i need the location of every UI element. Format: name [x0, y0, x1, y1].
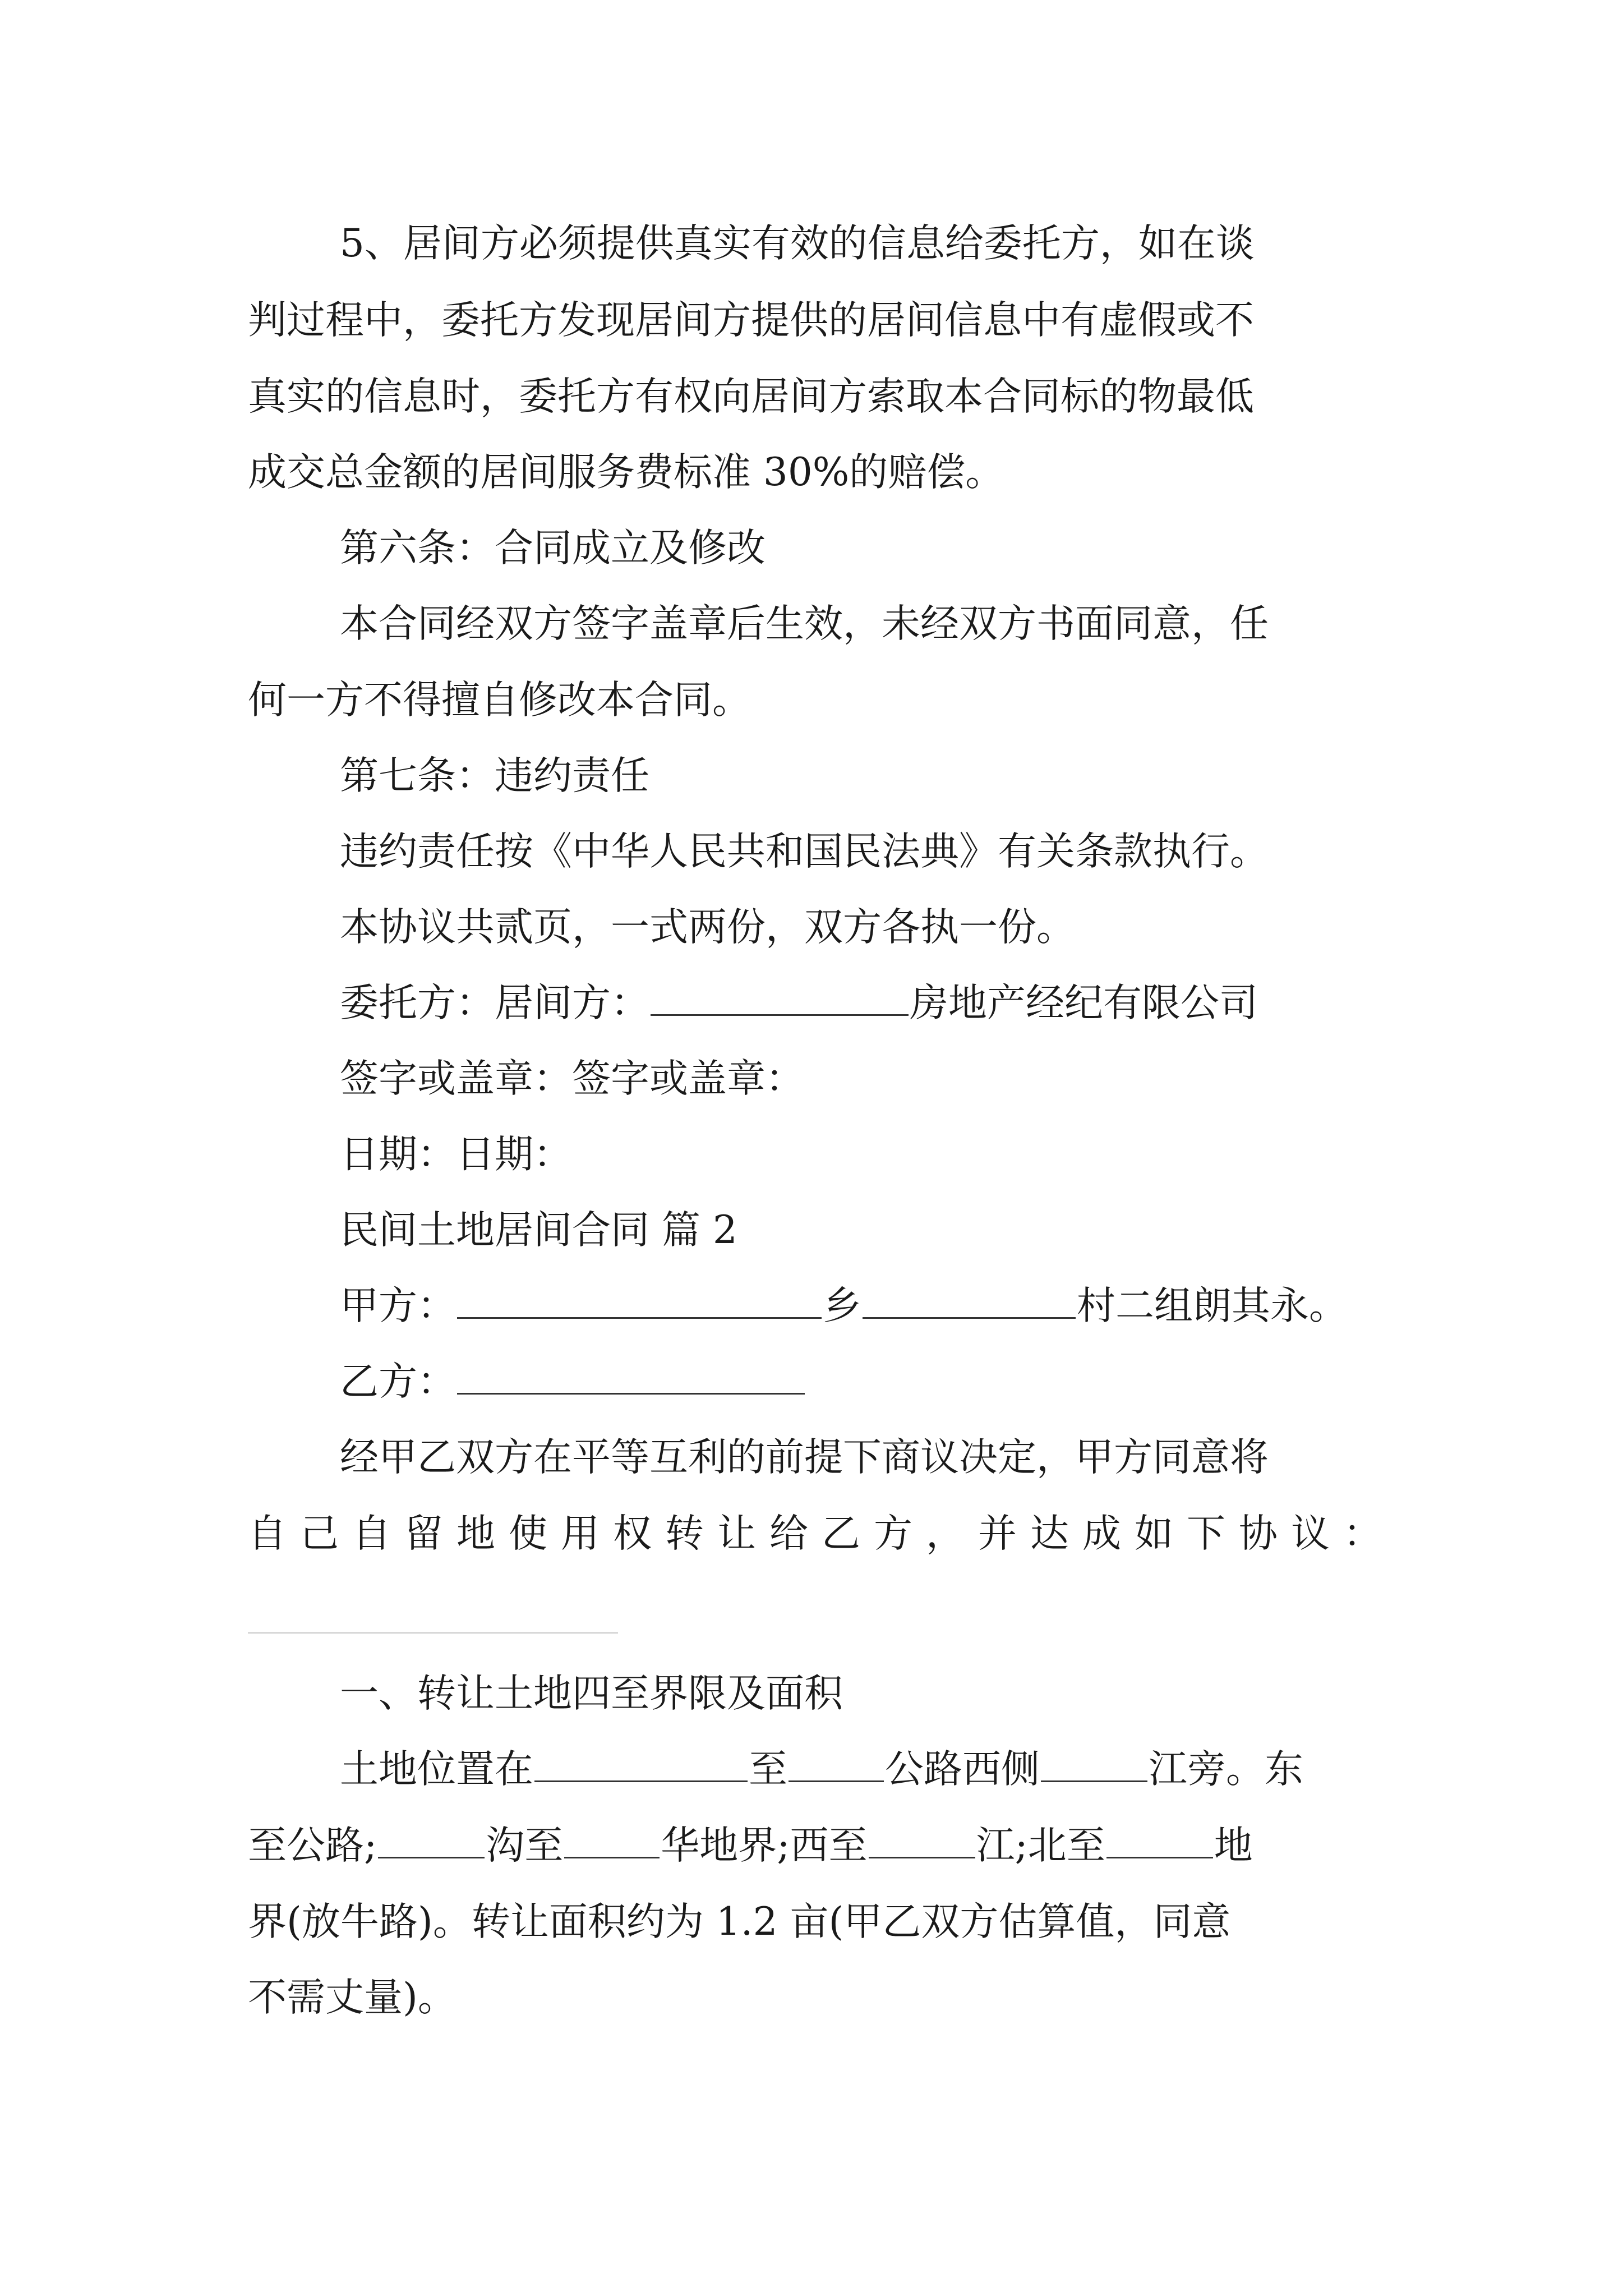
section-heading: 一、转让土地四至界限及面积 [340, 1671, 843, 1716]
township-blank [863, 1313, 1076, 1319]
township-label: 乡 [823, 1283, 861, 1328]
land-suffix: 地 [1214, 1823, 1253, 1868]
south-land-blank [564, 1852, 660, 1858]
separator-rule [248, 1632, 618, 1634]
south-ditch-blank [378, 1852, 485, 1858]
river-blank [1041, 1776, 1147, 1782]
paragraph-line: 不需丈量)。 [248, 1975, 457, 2020]
paragraph-line: 违约责任按《中华人民共和国民法典》有关条款执行。 [340, 829, 1269, 874]
paragraph-line: 经甲乙双方在平等互利的前提下商议决定，甲方同意将 [340, 1435, 1269, 1480]
paragraph-line: 判过程中，委托方发现居间方提供的居间信息中有虚假或不 [248, 298, 1254, 343]
party-a-label: 甲方： [340, 1283, 456, 1328]
section-heading: 第七条：违约责任 [340, 753, 649, 798]
company-name-blank [651, 1010, 909, 1016]
party-b-name-blank [457, 1388, 805, 1395]
signature-line: 签字或盖章：签字或盖章： [340, 1056, 804, 1101]
north-land-blank [1106, 1852, 1213, 1858]
land-location-line [340, 1747, 1303, 1792]
ditch-to: 沟至 [486, 1823, 564, 1868]
paragraph-line: 5、居间方必须提供真实有效的信息给委托方，如在谈 [340, 221, 1255, 266]
party-a-name-blank [457, 1313, 822, 1319]
date-line: 日期：日期： [340, 1132, 572, 1177]
location-blank [534, 1776, 748, 1782]
party-b-line [340, 1359, 806, 1404]
signature-parties-line [340, 981, 1258, 1025]
company-suffix: 房地产经纪有限公司 [910, 981, 1258, 1025]
east-boundary: 至公路; [248, 1823, 377, 1868]
west-boundary: 华地界;西至 [661, 1823, 868, 1868]
party-b-label: 乙方： [340, 1359, 456, 1404]
village-text: 村二组朗其永。 [1077, 1283, 1348, 1328]
west-river-blank [869, 1852, 975, 1858]
contract-title: 民间土地居间合同 篇 2 [340, 1208, 737, 1253]
north-boundary: 江;北至 [976, 1823, 1105, 1868]
paragraph-line: 何一方不得擅自修改本合同。 [248, 678, 751, 723]
paragraph-line: 自己自留地使用权转让给乙方，并达成如下协议： [248, 1511, 1395, 1556]
paragraph-line: 真实的信息时，委托方有权向居间方索取本合同标的物最低 [248, 374, 1254, 419]
road-west-side: 公路西侧 [885, 1747, 1040, 1792]
location-to: 至 [749, 1747, 787, 1792]
paragraph-line: 本协议共贰页，一式两份，双方各执一份。 [340, 905, 1075, 950]
party-a-line [340, 1283, 1348, 1328]
river-side-east: 江旁。东 [1149, 1747, 1303, 1792]
boundary-line [248, 1823, 1253, 1868]
parties-label: 委托方：居间方： [340, 981, 649, 1025]
section-heading: 第六条：合同成立及修改 [340, 526, 766, 570]
location-label: 土地位置在 [340, 1747, 533, 1792]
paragraph-line: 界(放牛路)。转让面积约为 1.2 亩(甲乙双方估算值，同意 [248, 1899, 1231, 1944]
paragraph-line: 本合同经双方签字盖章后生效，未经双方书面同意，任 [340, 601, 1269, 646]
road-blank [789, 1776, 884, 1782]
paragraph-line: 成交总金额的居间服务费标准 30%的赔偿。 [248, 450, 1004, 495]
